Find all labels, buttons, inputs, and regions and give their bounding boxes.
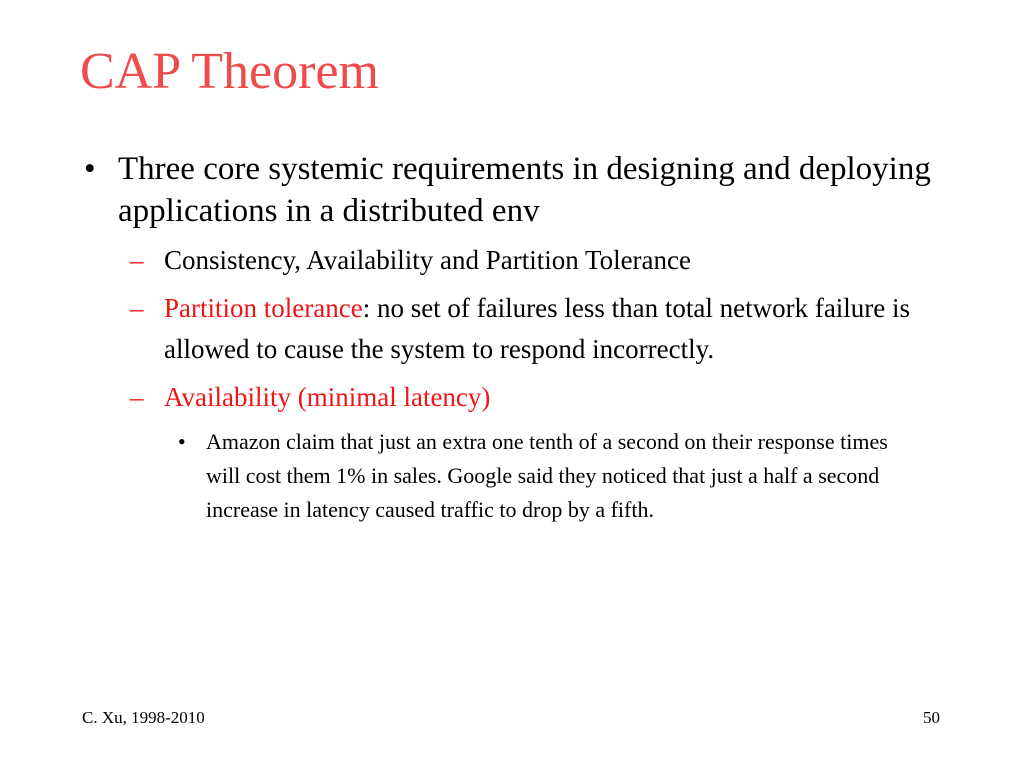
availability-detail-text: Amazon claim that just an extra one tenth of a second on their response times will cost them 1% in sales. Google said they noticed that just a half a second increase in latency caused traffic to drop by a fifth. xyxy=(206,429,888,522)
main-point-text: Three core systemic requirements in designing and deploying applications in a distributed env xyxy=(118,151,931,229)
bullet-icon: • xyxy=(178,429,186,454)
footer-author: C. Xu, 1998-2010 xyxy=(82,708,205,727)
slide-content xyxy=(82,148,962,527)
cap-list-text: Consistency, Availability and Partition Tolerance xyxy=(164,245,692,275)
dash-icon: – xyxy=(130,293,144,323)
sub-item-availability xyxy=(128,377,962,418)
availability-term: Availability (minimal latency) xyxy=(164,382,491,412)
partition-term: Partition tolerance xyxy=(164,293,363,323)
bullet-icon: • xyxy=(84,151,96,187)
slide-title: CAP Theorem xyxy=(80,43,379,100)
dash-icon: – xyxy=(130,382,144,412)
sub-item-cap-list xyxy=(128,240,962,281)
dash-icon: – xyxy=(130,245,144,275)
sub-item-partition-tolerance xyxy=(128,288,962,370)
partition-description: : no set of failures less than total network failure is allowed to cause the system to respond incorrectly. xyxy=(164,293,911,364)
main-bullet-item xyxy=(82,148,962,232)
availability-detail-item xyxy=(176,425,926,527)
footer-page-number: 50 xyxy=(923,708,940,727)
